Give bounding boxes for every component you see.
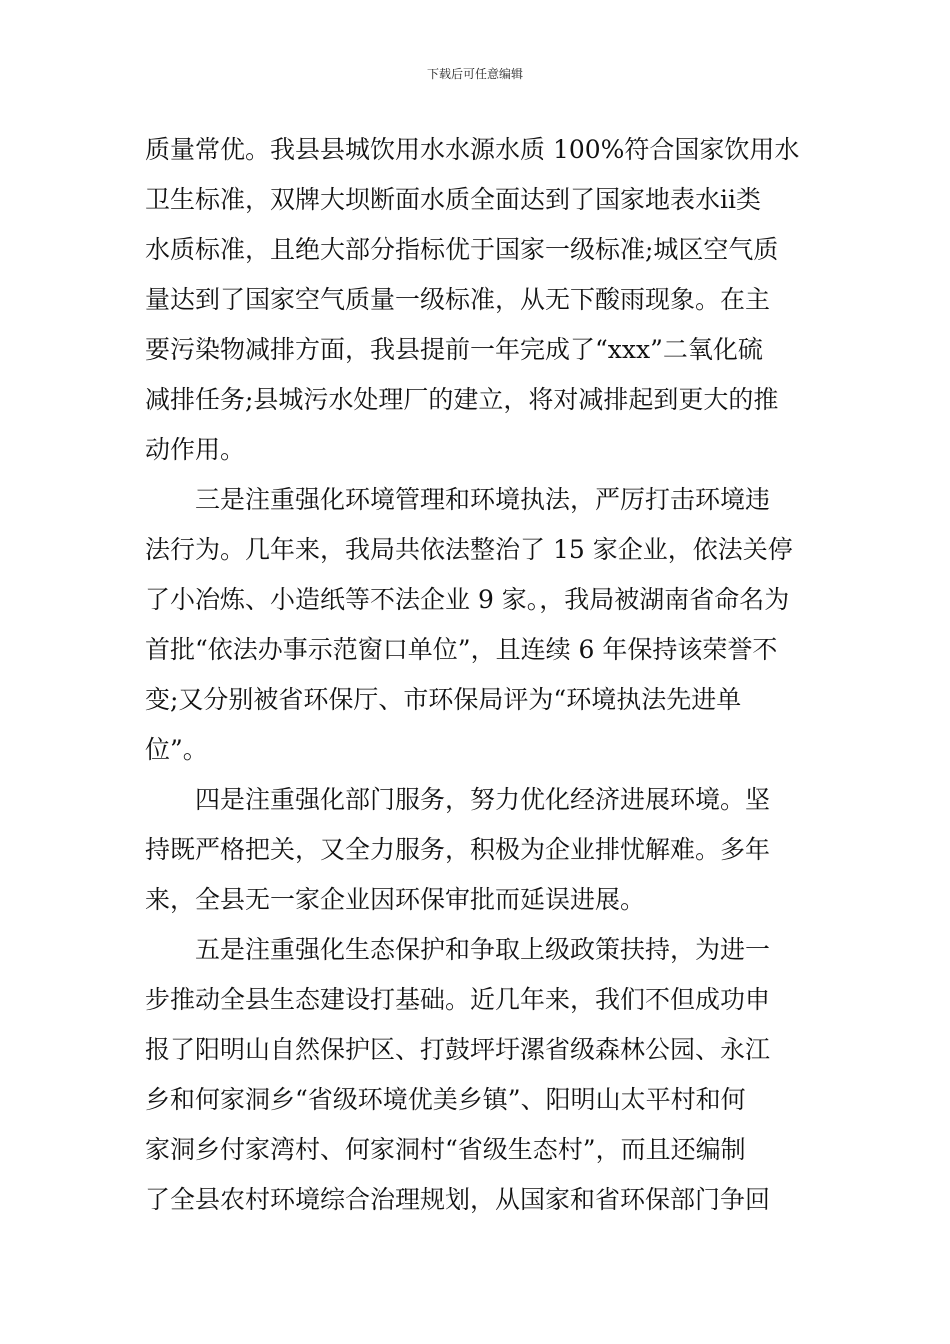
paragraph-2-line-1: 三是注重强化环境管理和环境执法，严厉打击环境违	[195, 485, 771, 514]
paragraph-1-line-5: 要污染物减排方面，我县提前一年完成了“xxx”二氧化硫	[145, 335, 763, 364]
paragraph-3-line-1: 四是注重强化部门服务，努力优化经济进展环境。坚	[195, 785, 771, 814]
paragraph-4-line-5: 家洞乡付家湾村、何家洞村“省级生态村”，而且还编制	[145, 1135, 746, 1164]
paragraph-4-line-3: 报了阳明山自然保护区、打鼓坪圩漯省级森林公园、永江	[145, 1035, 771, 1064]
paragraph-2-line-6: 位”。	[145, 735, 208, 764]
paragraph-2-line-5: 变;又分别被省环保厅、市环保局评为“环境执法先进单	[145, 685, 742, 714]
paragraph-2-line-2: 法行为。几年来，我局共依法整治了 15 家企业，依法关停	[145, 535, 793, 564]
paragraph-4-line-6: 了全县农村环境综合治理规划，从国家和省环保部门争回	[145, 1185, 771, 1214]
paragraph-1-line-4: 量达到了国家空气质量一级标准，从无下酸雨现象。在主	[145, 285, 771, 314]
paragraph-1-line-6: 减排任务;县城污水处理厂的建立，将对减排起到更大的推	[145, 385, 779, 414]
paragraph-4-line-1: 五是注重强化生态保护和争取上级政策扶持，为进一	[195, 935, 771, 964]
paragraph-3-line-2: 持既严格把关，又全力服务，积极为企业排忧解难。多年	[145, 835, 771, 864]
paragraph-4-line-4: 乡和何家洞乡“省级环境优美乡镇”、阳明山太平村和何	[145, 1085, 746, 1114]
paragraph-2-line-4: 首批“依法办事示范窗口单位”，且连续 6 年保持该荣誉不	[145, 635, 778, 664]
paragraph-1-line-1: 质量常优。我县县城饮用水水源水质 100%符合国家饮用水	[145, 135, 800, 164]
paragraph-3-line-3: 来，全县无一家企业因环保审批而延误进展。	[145, 885, 646, 914]
paragraph-1-line-3: 水质标准，且绝大部分指标优于国家一级标准;城区空气质	[145, 235, 779, 264]
document-body	[145, 125, 810, 1225]
page-header: 下载后可任意编辑	[426, 67, 523, 81]
paragraph-1-line-2: 卫生标准，双牌大坝断面水质全面达到了国家地表水ⅱ类	[145, 185, 761, 214]
paragraph-4-line-2: 步推动全县生态建设打基础。近几年来，我们不但成功申	[145, 985, 771, 1014]
paragraph-2-line-3: 了小冶炼、小造纸等不法企业 9 家。，我局被湖南省命名为	[145, 585, 790, 614]
paragraph-1-line-7: 动作用。	[145, 435, 246, 464]
